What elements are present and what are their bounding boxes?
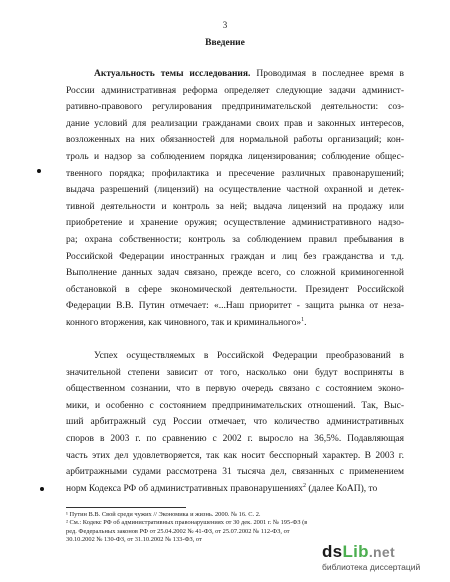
logo-ds: ds <box>322 542 343 561</box>
footnote-2-cont: ред. Федеральных законов РФ от 25.04.2002 № 41-ФЗ, от 25.07.2002 № 112-ФЗ, от <box>66 527 290 535</box>
text-line: арбитражными судами рассмотрена 31 тысяча дел, связанных с применением <box>66 467 404 478</box>
page-number: 3 <box>222 20 228 30</box>
text-line: значительной степени зависит от того, насколько они будут восприняты в <box>66 367 404 378</box>
text-line: троль и надзор за соблюдением порядка лицензирования; соблюдение общес- <box>66 151 404 162</box>
paragraph-last-line <box>66 481 404 498</box>
watermark-logo <box>322 542 395 562</box>
footnote-ref-1: 1 <box>301 316 305 323</box>
section-heading: Введение <box>205 38 245 48</box>
watermark-tagline: библиотека диссертаций <box>322 562 421 572</box>
text-line: конного вторжения, как чиновного, так и криминального» <box>66 317 302 328</box>
text-line: Федерации В.В. Путин отмечает: «...Наш приоритет - защита рынка от неза- <box>66 301 404 312</box>
text-line: России административная реформа определяет следующие задачи админист- <box>66 85 404 96</box>
scan-mark-dot <box>40 487 44 491</box>
text-line: часть этих дел удовлетворяется, так как носит бесспорный характер. В 2003 г. <box>66 450 404 461</box>
text-line: приобретение и хранение оружия; осуществление административного надзо- <box>66 218 404 229</box>
paragraph-last-line <box>66 315 404 332</box>
footnote-ref-2: 2 <box>303 482 307 489</box>
relevance-lead: Актуальность темы исследования. <box>94 69 251 79</box>
paragraph-relevance <box>66 66 404 332</box>
logo-tld: .net <box>368 544 395 560</box>
text-line: ший арбитражный суд России отмечает, что количество административных <box>66 417 404 428</box>
paragraph-reform-success <box>66 348 404 497</box>
text-line: возложенных на них обязанностей для нормальной работы организаций; кон- <box>66 135 404 146</box>
text-line: споров в 2003 г. по сравнению с 2002 г. выросло на 36,5%. Подавляющая <box>66 433 404 444</box>
paragraph-first-line <box>66 66 404 83</box>
text-line: обстановкой в сфере экономической деятельности. Президент Российской <box>66 284 404 295</box>
text-line: общественном сознании, что в первую очередь связано с состоянием эконо- <box>66 384 404 395</box>
text-line: Успех осуществляемых в Российской Федерации преобразований в <box>94 351 404 361</box>
text-line: твенного порядка; профилактика и пресечение различных правонарушений; <box>66 168 404 179</box>
text-line: ративно-правового регулирования предпринимательской деятельности: соз- <box>66 102 404 113</box>
text-tail: . <box>304 317 307 328</box>
footnote-2-cont: 30.10.2002 № 130-ФЗ, от 31.10.2002 № 133-ФЗ, от <box>66 536 202 544</box>
footnote-divider <box>66 507 186 508</box>
logo-lib: Lib <box>342 542 369 561</box>
footnote-2: ² См.: Кодекс РФ об административных правонарушениях от 30 дек. 2001 г. № 195-ФЗ (в <box>66 519 308 527</box>
text-line: тивной деятельности и контроль за ней; выдача лицензий на продажу или <box>66 201 404 212</box>
scan-mark-dot <box>37 169 41 173</box>
watermark <box>322 540 444 576</box>
text-line: ра; охрана собственности; контроль за соблюдением правил пребывания в <box>66 234 404 245</box>
text-line: Выполнение данных задач связано, прежде всего, со сложной криминогенной <box>66 268 404 279</box>
text-line: выдача разрешений (лицензий) на осуществление частной охранной и детек- <box>66 185 404 196</box>
text-line: дание условий для реализации гражданами своих прав и законных интересов, <box>66 118 404 129</box>
footnote-1: ¹ Путин В.В. Свой среди чужих // Экономика и жизнь. 2000. № 16. С. 2. <box>66 511 261 518</box>
text-line: норм Кодекса РФ об административных правонарушениях <box>66 483 304 494</box>
lead-continuation: Проводимая в последнее время в <box>256 69 404 79</box>
text-line: мики, и особенно с состоянием предпринимательских отношений. Так, Выс- <box>66 400 404 411</box>
text-line: Российской Федерации иностранных граждан и лиц без гражданства и т.д. <box>66 251 404 262</box>
text-tail: (далее КоАП), то <box>306 483 378 494</box>
